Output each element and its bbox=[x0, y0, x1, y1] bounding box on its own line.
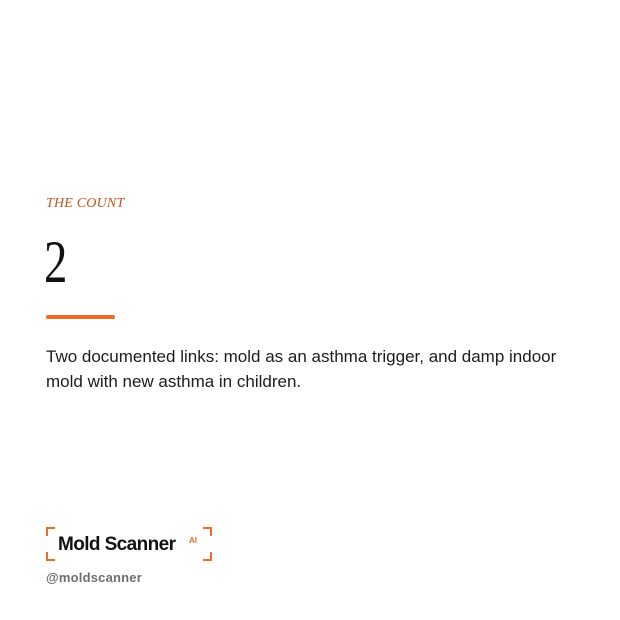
count-number: 2 bbox=[44, 229, 68, 295]
description-text: Two documented links: mold as an asthma trigger, and damp indoor mold with new asthma in children. bbox=[46, 347, 557, 391]
section-eyebrow: THE COUNT bbox=[46, 196, 125, 211]
brand-suffix: AI bbox=[189, 536, 197, 545]
logo-frame-corner-bottom-right bbox=[203, 552, 212, 561]
brand-name: Mold Scanner bbox=[58, 534, 176, 555]
logo-frame-corner-top-left bbox=[46, 527, 55, 536]
accent-divider bbox=[46, 315, 115, 319]
logo-frame-corner-top-right bbox=[203, 527, 212, 536]
social-handle: @moldscanner bbox=[46, 570, 142, 585]
brand-logo bbox=[46, 527, 212, 561]
logo-frame-corner-bottom-left bbox=[46, 552, 55, 561]
